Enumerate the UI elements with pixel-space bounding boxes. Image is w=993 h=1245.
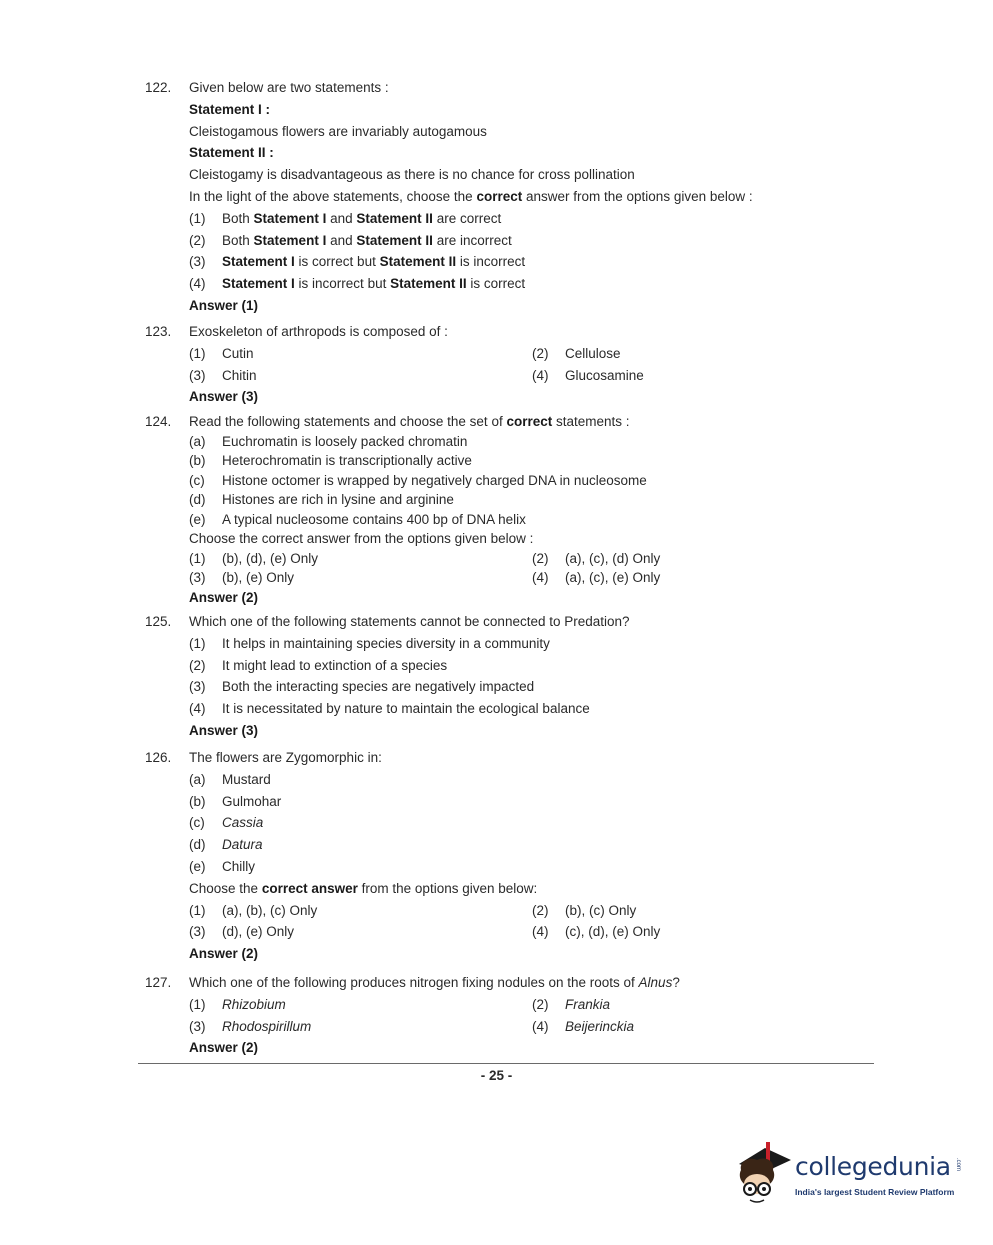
question-stem: Which one of the following statements cannot be connected to Predation? — [189, 614, 630, 629]
option: (4) Beijerinckia — [532, 1018, 635, 1034]
option: (3) Chitin — [189, 367, 257, 383]
question-122 — [145, 77, 845, 317]
instruction: Choose the correct answer from the options given below: — [189, 880, 538, 896]
question-126 — [145, 747, 845, 965]
question-number: 124. — [145, 414, 172, 429]
answer: Answer (2) — [189, 589, 259, 605]
brand-tagline: India's largest Student Review Platform — [795, 1187, 955, 1197]
option: (2) Frankia — [532, 996, 611, 1012]
option-label: (4) — [189, 276, 206, 292]
option: (1) Cutin — [189, 345, 254, 361]
question-stem: Given below are two statements : — [189, 80, 389, 95]
option: (4) Glucosamine — [532, 367, 644, 383]
statement-label: Statement I : — [189, 101, 271, 117]
answer: Answer (2) — [189, 1040, 259, 1056]
option: (1) (a), (b), (c) Only — [189, 902, 318, 918]
option-label: (1) — [189, 210, 206, 226]
option: (3) Statement I is correct but Statement II is incorrect — [189, 251, 845, 273]
options-grid — [189, 994, 845, 1038]
option: (1) Rhizobium — [189, 996, 286, 1012]
answer: Answer (1) — [189, 297, 259, 313]
option: (2) Cellulose — [532, 345, 621, 361]
option: (1) Both Statement I and Statement II are correct — [189, 208, 845, 230]
option: (4) (a), (c), (e) Only — [532, 570, 661, 585]
option: (3) (b), (e) Only — [189, 570, 295, 585]
statement-text: Cleistogamy is disadvantageous as there is no chance for cross pollination — [189, 167, 635, 183]
brand-suffix: .com — [955, 1158, 961, 1172]
statement-text: Cleistogamous flowers are invariably autogamous — [189, 123, 487, 139]
answer: Answer (2) — [189, 946, 259, 962]
statement: (c) Cassia — [189, 815, 264, 831]
option: (1) It helps in maintaining species diversity in a community — [189, 635, 550, 651]
question-123 — [145, 321, 845, 408]
option: (2) (a), (c), (d) Only — [532, 550, 661, 566]
option: (2) Both Statement I and Statement II are incorrect — [189, 230, 845, 252]
option: (3) Both the interacting species are negatively impacted — [189, 679, 535, 695]
option: (3) Rhodospirillum — [189, 1018, 312, 1034]
footer-divider — [138, 1063, 874, 1064]
statement: (d) Histones are rich in lysine and arginine — [189, 492, 454, 507]
answer: Answer (3) — [189, 722, 259, 738]
question-125 — [145, 611, 845, 742]
statement: (e) Chilly — [189, 858, 256, 874]
mascot-logo-icon — [735, 1138, 793, 1208]
question-number: 127. — [145, 975, 172, 990]
question-number: 123. — [145, 324, 172, 339]
brand-name: collegedunia — [795, 1152, 951, 1181]
statement: (e) A typical nucleosome contains 400 bp of DNA helix — [189, 511, 526, 527]
brand-watermark — [735, 1138, 965, 1208]
options-grid — [189, 549, 845, 588]
option: (2) It might lead to extinction of a species — [189, 657, 448, 673]
question-stem: Which one of the following produces nitrogen fixing nodules on the roots of Alnus? — [189, 975, 680, 990]
option: (3) (d), (e) Only — [189, 924, 295, 940]
option: (4) (c), (d), (e) Only — [532, 924, 661, 940]
statement: (a) Euchromatin is loosely packed chromatin — [189, 433, 468, 449]
question-number: 122. — [145, 80, 172, 95]
question-number: 125. — [145, 614, 172, 629]
option: (1) (b), (d), (e) Only — [189, 550, 319, 566]
answer: Answer (3) — [189, 389, 259, 405]
statement-label: Statement II : — [189, 145, 274, 161]
options-grid — [189, 343, 845, 387]
statement: (b) Heterochromatin is transcriptionally active — [189, 453, 472, 468]
instruction: In the light of the above statements, choose the correct answer from the options given below : — [189, 188, 753, 204]
statement: (d) Datura — [189, 837, 263, 853]
page-number: - 25 - — [480, 1068, 513, 1083]
option-label: (3) — [189, 254, 206, 270]
option: (4) Statement I is incorrect but Statement II is correct — [189, 273, 845, 295]
statement: (c) Histone octomer is wrapped by negatively charged DNA in nucleosome — [189, 472, 647, 488]
option: (4) It is necessitated by nature to maintain the ecological balance — [189, 701, 590, 717]
question-stem: Read the following statements and choose the set of correct statements : — [189, 414, 630, 429]
question-stem: Exoskeleton of arthropods is composed of : — [189, 324, 448, 339]
option-label: (2) — [189, 232, 206, 248]
instruction: Choose the correct answer from the options given below : — [189, 531, 534, 546]
option: (2) (b), (c) Only — [532, 902, 637, 918]
statement: (a) Mustard — [189, 771, 271, 787]
statement: (b) Gulmohar — [189, 793, 282, 809]
question-124 — [145, 412, 845, 607]
question-stem: The flowers are Zygomorphic in: — [189, 750, 382, 765]
question-127 — [145, 972, 845, 1059]
question-number: 126. — [145, 750, 172, 765]
options-grid — [189, 900, 845, 944]
